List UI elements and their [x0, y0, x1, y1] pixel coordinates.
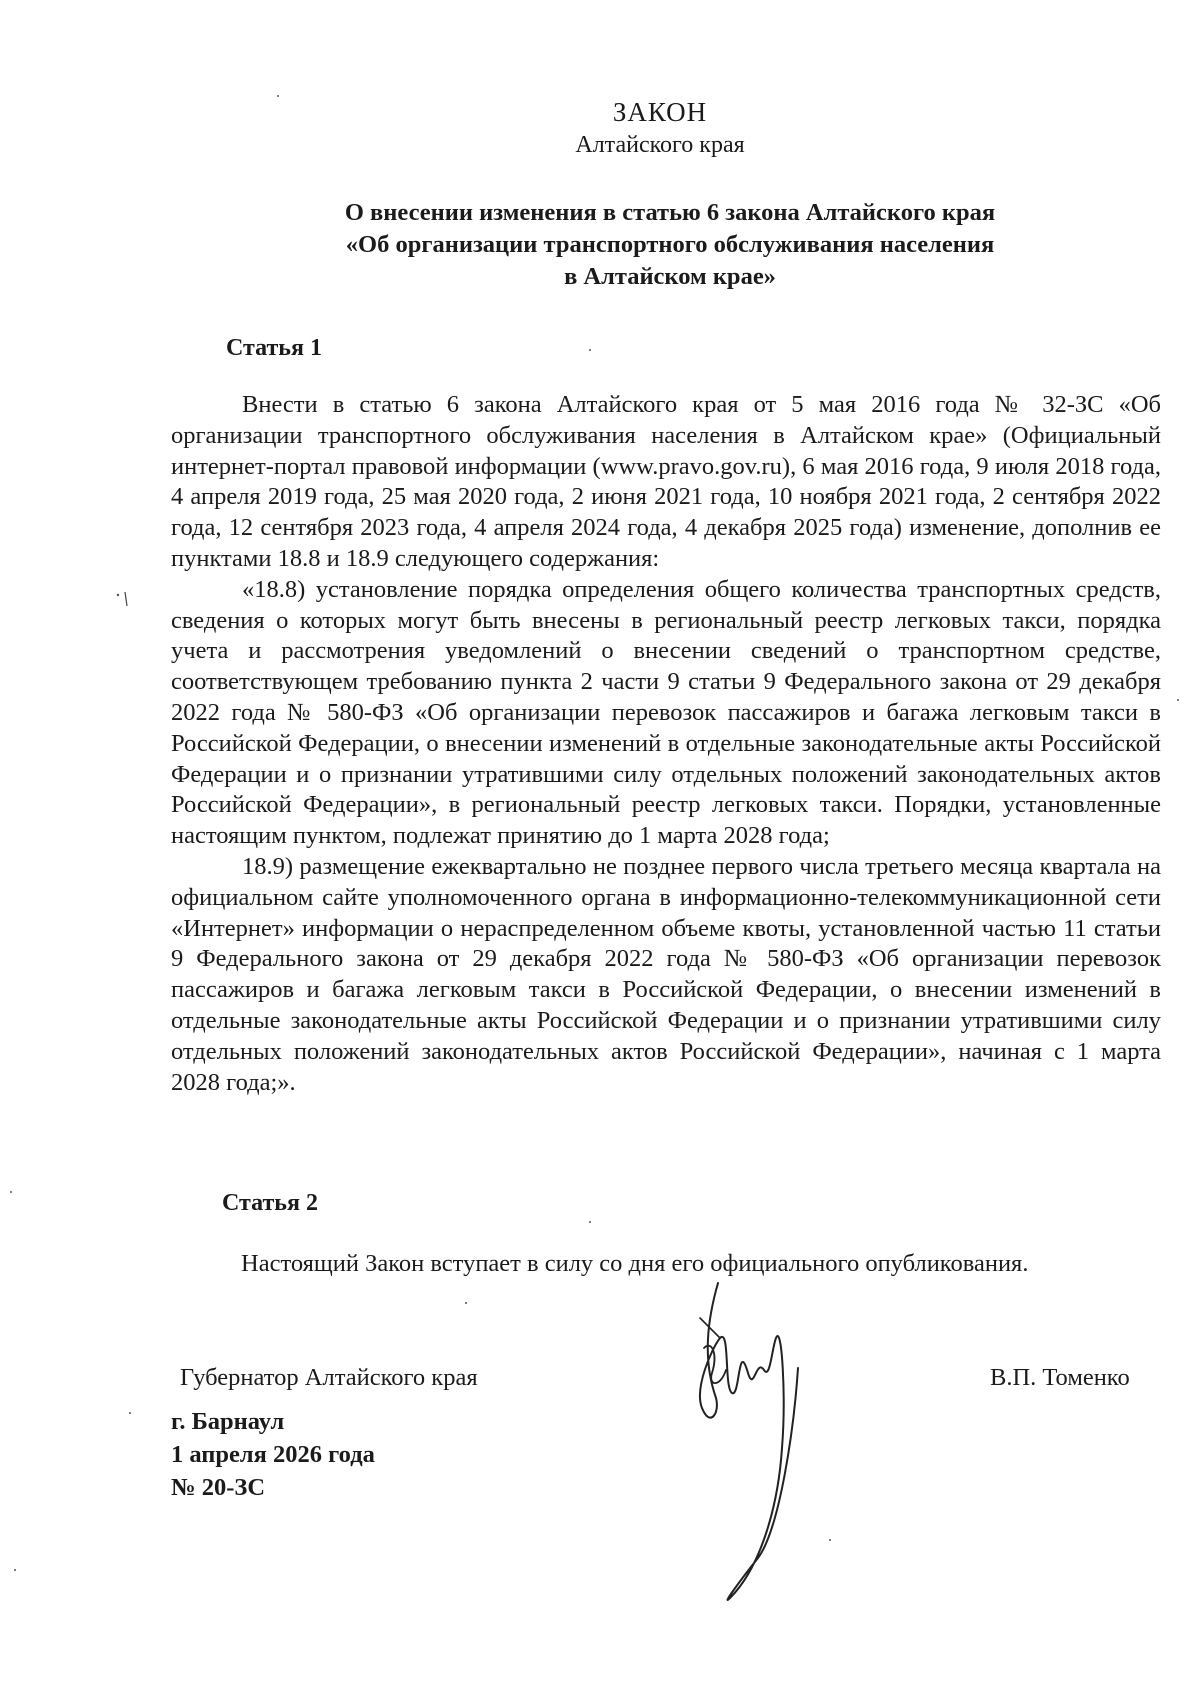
item-18-9: 18.9) размещение ежеквартально не позднее первого числа третьего месяца квартала на официальном сайте уполномоченного органа в информационно-телекоммуникационной сети «Интернет» информации о нераспределенном объеме квоты, установленной частью 11 статьи 9 Федерального закона от 29 декабря 2022 года № 580-ФЗ «Об организации перевозок пассажиров и багажа легковым такси в Российской Федерации, о внесении изменений в отдельные законодательные акты Российской Федерации и о признании утратившими силу отдельных положений законодательных актов Российской Федерации», начиная с 1 марта 2028 года;».	[171, 852, 1161, 1096]
article-2-heading: Статья 2	[222, 1190, 318, 1216]
subject-line: в Алтайском крае»	[564, 263, 776, 290]
issue-number: № 20-ЗС	[171, 1474, 266, 1501]
article-2-text: Настоящий Закон вступает в силу со дня его официального опубликования.	[241, 1250, 1029, 1277]
subject-line: О внесении изменения в статью 6 закона Алтайского края	[344, 199, 996, 226]
issue-place: г. Барнаул	[171, 1408, 285, 1435]
document-region: Алтайского края	[575, 132, 745, 158]
issue-date: 1 апреля 2026 года	[171, 1441, 375, 1468]
article-1-heading: Статья 1	[226, 335, 322, 361]
item-18-8: «18.8) установление порядка определения общего количества транспортных средств, сведения о которых могут быть внесены в региональный реестр легковых такси, порядка учета и рассмотрения уведомлений о внесении сведений о транспортном средстве, соответствующем требованию пункта 2 части 9 статьи 9 Федерального закона от 29 декабря 2022 года № 580-ФЗ «Об организации перевозок пассажиров и багажа легковым такси в Российской Федерации, о внесении изменений в отдельные законодательные акты Российской Федерации и о признании утратившими силу отдельных положений законодательных актов Российской Федерации», в региональный реестр легковых такси. Порядки, установленные настоящим пунктом, подлежат принятию до 1 марта 2028 года;	[171, 575, 1161, 850]
signatory-position: Губернатор Алтайского края	[180, 1364, 478, 1391]
subject-line: «Об организации транспортного обслуживания населения	[345, 231, 995, 258]
document-type: ЗАКОН	[612, 97, 708, 127]
signatory-name: В.П. Томенко	[990, 1364, 1130, 1391]
article-1-paragraph: Внести в статью 6 закона Алтайского края от 5 мая 2016 года № 32-ЗС «Об организации транспортного обслуживания населения в Алтайском крае» (Официальный интернет-портал правовой информации (www.pravo.gov.ru), 6 мая 2016 года, 9 июля 2018 года, 4 апреля 2019 года, 25 мая 2020 года, 2 июня 2021 года, 10 ноября 2021 года, 2 сентября 2022 года, 12 сентября 2023 года, 4 апреля 2024 года, 4 декабря 2025 года) изменение, дополнив ее пунктами 18.8 и 18.9 следующего содержания:	[171, 391, 1161, 572]
